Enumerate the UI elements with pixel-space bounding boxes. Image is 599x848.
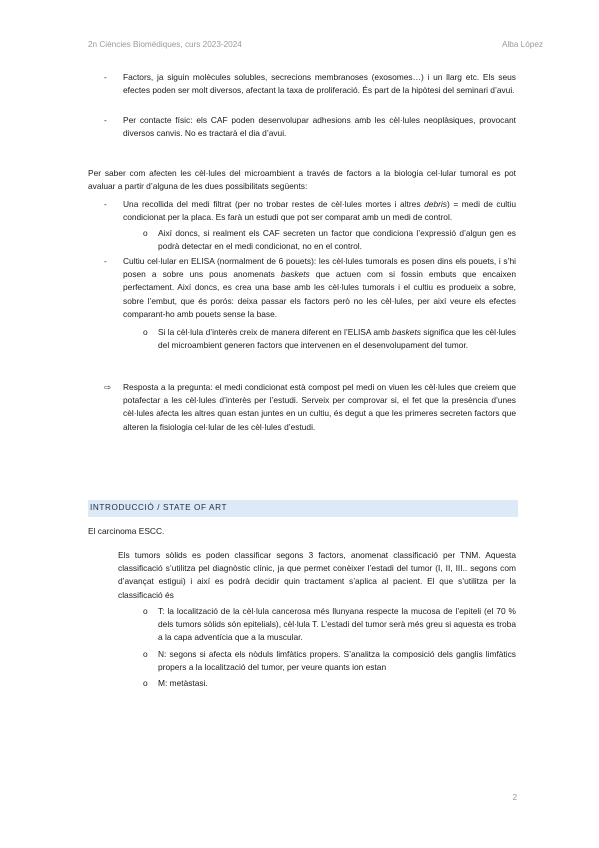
list-item [104, 114, 516, 140]
section-heading-bar [88, 500, 518, 517]
sub-bullet-text: T: la localització de la cèl·lula cancerosa més llunyana respecte la mucosa de l’epiteli (el 70 % dels tumors sòlids són epitelials), cèl·lula T. L’estadi del tumor serà més greu si aquesta es troba a la capa adventícia que a la muscular. [158, 606, 516, 643]
sub-bullet-text: Si la cèl·lula d’interès creix de manera diferent en l’ELISA amb baskets significa que les cèl·lules del microambient generen factors que intervenen en el desenvolupament del tumor. [158, 327, 516, 351]
sub-bullet-marker: o [143, 678, 148, 688]
sub-list-item [143, 326, 516, 352]
sub-bullet-text: M: metàstasi. [158, 678, 208, 688]
bullet-marker: - [104, 256, 107, 266]
sub-bullet-marker: o [143, 606, 148, 616]
sub-bullet-marker: o [143, 228, 148, 238]
header-course: 2n Ciències Biomèdiques, curs 2023-2024 [88, 40, 242, 49]
tnm-paragraph: Els tumors sòlids es poden classificar segons 3 factors, anomenat classificació per TNM. Aquesta classificació s’utilitza pel diagnòstic clínic, ja que permet conèixer l’estadi del tumor (I, II, III.. segons com d’avançat estigui) i així es podrà decidir quin tractament s’aplica al pacient. El que s’utilitza per la classificació és [118, 550, 516, 600]
list-item [104, 255, 516, 321]
arrow-icon: ⇨ [104, 382, 112, 392]
sub-list-item [143, 227, 516, 253]
bullet-marker: - [104, 199, 107, 209]
list-item [104, 71, 516, 97]
bullet-text: Per contacte físic: els CAF poden desenvolupar adhesions amb les cèl·lules neoplàsiques, provocant diversos canvis. No es tractarà el dia d’avui. [123, 115, 516, 139]
list-item [104, 198, 516, 224]
sub-bullet-marker: o [143, 327, 148, 337]
bullet-marker: - [104, 115, 107, 125]
section-title: INTRODUCCIÓ / STATE OF ART [90, 503, 228, 512]
page-number: 2 [512, 793, 517, 802]
subheading: El carcinoma ESCC. [88, 526, 165, 536]
sub-list-item [143, 677, 516, 690]
intro-paragraph: Per saber com afecten les cèl·lules del microambient a través de factors a la biologia cel·lular tumoral es pot avaluar a partir d’alguna de les dues possibilitats següents: [88, 168, 516, 192]
header-author: Alba López [502, 40, 543, 49]
bullet-text: Cultiu cel·lular en ELISA (normalment de 6 pouets): les cèl·lules tumorals es posen dins els pouets, i s’hi posen a sobre uns pous anomenats baskets que actuen com si fossin embuts que encaixen perfectament. Així doncs, es crea una base amb les cèl·lules tumorals i el cultiu es produeix a sobre, sobre l’embut, que és porós: deixa passar els factors però no les cèl·lules, per així veure els efectes comparant-ho amb pouets sense la base. [123, 256, 516, 319]
bullet-marker: - [104, 72, 107, 82]
sub-bullet-marker: o [143, 649, 148, 659]
bullet-text: Factors, ja siguin molècules solubles, secrecions membranoses (exosomes…) i un llarg etc. Els seus efectes poden ser molt diversos, afectant la taxa de proliferació. És part de la hipòtesi del seminari d’avui. [123, 72, 516, 96]
sub-bullet-text: Així doncs, si realment els CAF secreten un factor que condiciona l’expressió d’algun gen es podrà detectar en el medi condicionat, no en el control. [158, 228, 516, 252]
sub-list-item [143, 605, 516, 645]
sub-list-item [143, 648, 516, 674]
sub-bullet-text: N: segons si afecta els nòduls limfàtics propers. S’analitza la composició dels ganglis limfàtics propers a la localització del tumor, per veure quants ion estan [158, 649, 516, 673]
bullet-text: Una recollida del medi filtrat (per no trobar restes de cèl·lules mortes i altres debris) = medi de cultiu condicionat per la placa. Es farà un estudi que pot ser comparat amb un medi de control. [123, 199, 516, 223]
answer-text: Resposta a la pregunta: el medi condicionat està compost pel medi on viuen les cèl·lules que creiem que potafectar a les cèl·lules d’interès per l’estudi. Serveix per comprovar si, el fet que la presència d’unes cèl·lules afecta les altres quan estan juntes en un cultiu, és degut a que les primeres secreten factors que alteren la fisiologia cel·lular de les cèl·lules d’estudi. [123, 382, 516, 432]
answer-item [104, 381, 516, 434]
